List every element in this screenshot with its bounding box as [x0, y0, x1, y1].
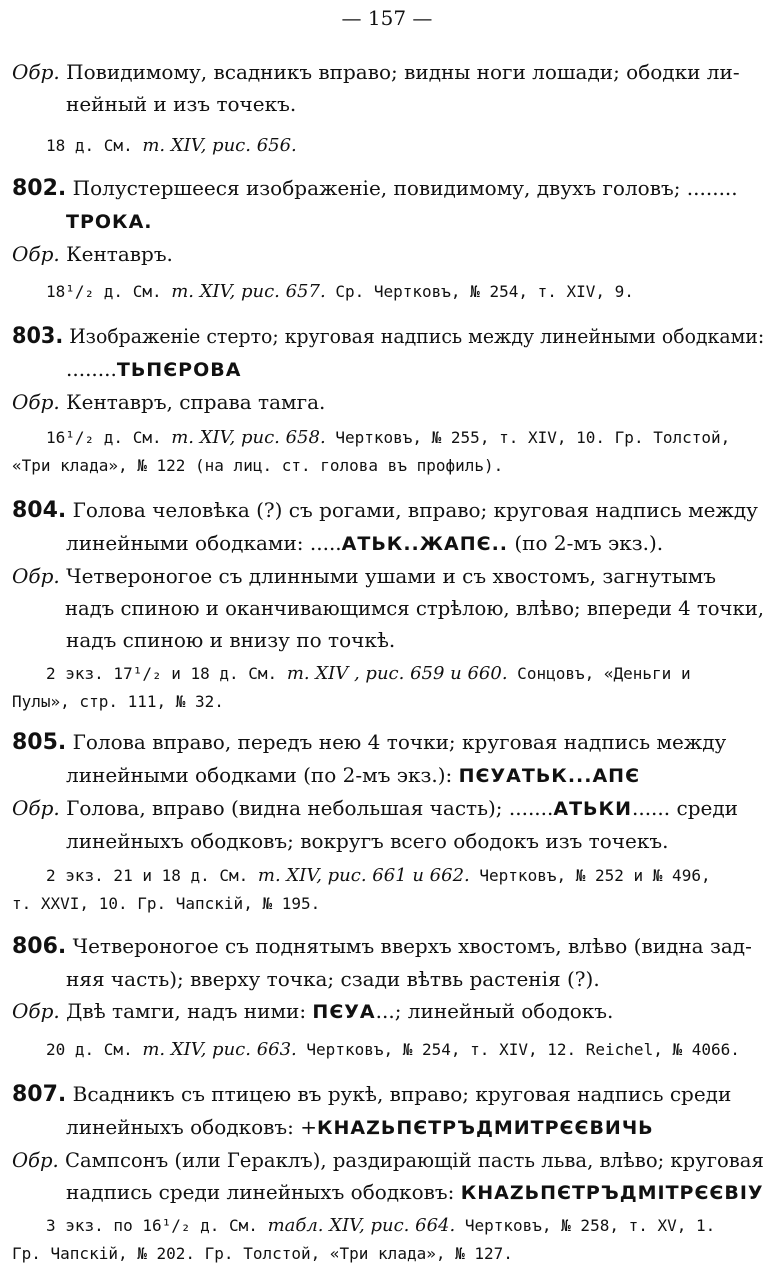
- ref-text: Чертковъ, № 254, т. XIV, 12. Reichel, № 4066.: [296, 1040, 740, 1059]
- entry-804-reference: [12, 660, 764, 716]
- ref-text: 2 экз. 17¹/₂ и 18 д. См.: [46, 664, 287, 683]
- ref-text: Пулы», стр. 111, № 32.: [12, 692, 224, 711]
- obverse-label: Обр.: [12, 999, 60, 1023]
- ref-text: 2 экз. 21 и 18 д. См.: [46, 866, 258, 885]
- entry-804: [12, 494, 764, 656]
- obverse-text: Сампсонъ (или Гераклъ), раздирающій пасть льва, влѣво; круговая: [58, 1148, 764, 1172]
- coin-legend: АТЬКИ: [553, 798, 632, 820]
- ref-text: Ср. Чертковъ, № 254, т. XIV, 9.: [325, 282, 634, 301]
- entry-text: линейными ободками: .....: [66, 531, 342, 555]
- entry-number: 803.: [12, 324, 64, 349]
- entry-text: линейныхъ ободковъ: +: [66, 1115, 317, 1139]
- obverse-label: Обр.: [12, 796, 60, 820]
- entry-text: Всадникъ съ птицею въ рукѣ, вправо; круговая надпись среди: [66, 1082, 732, 1106]
- entry-number: 804.: [12, 498, 67, 523]
- ref-text: Сонцовъ, «Деньги и: [507, 664, 691, 683]
- entry-807: [12, 1078, 764, 1209]
- coin-legend: ТРОКА.: [66, 211, 153, 233]
- ref-plate: т. XIV, рис. 663.: [142, 1039, 297, 1060]
- coin-legend: КНАΖЬПЄТРЪДМИТРЄЄВИЧЬ: [316, 1117, 654, 1139]
- obverse-text: нейный и изъ точекъ.: [66, 92, 297, 116]
- entry-number: 806.: [12, 934, 67, 959]
- obverse-text: Кентавръ.: [59, 242, 173, 266]
- obverse-text: надпись среди линейныхъ ободковъ:: [66, 1180, 461, 1204]
- ref-text: 3 экз. по 16¹/₂ д. См.: [46, 1216, 268, 1235]
- ref-plate: т. XIV, рис. 656.: [142, 135, 297, 156]
- obverse-label: Обр.: [12, 390, 60, 414]
- coin-legend: ПЄУАТЬК...АПЄ: [458, 765, 641, 787]
- entry-805: [12, 726, 764, 857]
- obverse-text: Повидимому, всадникъ вправо; видны ноги лошади; ободки ли-: [59, 60, 740, 84]
- ref-text: 20 д. См.: [46, 1040, 143, 1059]
- obverse-text: Четвероногое съ длинными ушами и съ хвостомъ, загнутымъ: [59, 564, 717, 588]
- obverse-label: Обр.: [12, 242, 60, 266]
- entry-text: (по 2-мъ экз.).: [508, 531, 664, 555]
- entry-802: [12, 172, 764, 270]
- ref-plate: табл. XIV, рис. 664.: [267, 1215, 456, 1236]
- entry-801-reference: [12, 132, 764, 160]
- entry-number: 807.: [12, 1082, 67, 1107]
- entry-text: Полустершееся изображеніе, повидимому, двухъ головъ; ........: [66, 176, 738, 200]
- obverse-text: ...... среди: [631, 796, 738, 820]
- obverse-text: Голова, вправо (видна небольшая часть); .......: [59, 796, 554, 820]
- obverse-text: надъ спиною и оканчивающимся стрѣлою, влѣво; впереди 4 точки,: [64, 596, 765, 620]
- entry-number: 802.: [12, 176, 67, 201]
- ref-text: т. XXVI, 10. Гр. Чапскій, № 195.: [12, 894, 321, 913]
- obverse-text: надъ спиною и внизу по точкѣ.: [66, 628, 396, 652]
- entry-text: Четвероногое съ поднятымъ вверхъ хвостомъ, влѣво (видна зад-: [66, 934, 752, 958]
- obverse-text: Кентавръ, справа тамга.: [59, 390, 326, 414]
- entry-806-reference: [12, 1036, 764, 1064]
- obverse-text: ...; линейный ободокъ.: [375, 999, 614, 1023]
- entry-text: Голова человѣка (?) съ рогами, вправо; круговая надпись между: [66, 498, 758, 522]
- ref-text: Чертковъ, № 252 и № 496,: [469, 866, 711, 885]
- ref-plate: т. XIV, рис. 657.: [171, 281, 326, 302]
- obverse-text: Двѣ тамги, надъ ними:: [59, 999, 313, 1023]
- ref-text: «Три клада», № 122 (на лиц. ст. голова въ профиль).: [12, 456, 504, 475]
- coin-legend: ТЬПЄРОВА: [116, 359, 242, 381]
- obverse-label: Обр.: [12, 1148, 59, 1172]
- entry-number: 805.: [12, 730, 67, 755]
- entry-text: Голова вправо, передъ нею 4 точки; круговая надпись между: [66, 730, 727, 754]
- ref-text: 18¹/₂ д. См.: [46, 282, 172, 301]
- obverse-label: Обр.: [12, 60, 60, 84]
- ref-text: 18 д. См.: [46, 136, 143, 155]
- entry-text: Изображеніе стерто; круговая надпись между линейными ободками:: [63, 324, 765, 348]
- entry-802-reference: [12, 278, 764, 306]
- entry-805-reference: [12, 862, 764, 918]
- entry-803-reference: [12, 424, 764, 480]
- coin-legend: КНАΖЬПЄТРЪДМІТРЄЄВІУ: [460, 1182, 764, 1204]
- page-number: — 157 —: [341, 6, 433, 30]
- obverse-label: Обр.: [12, 564, 60, 588]
- ref-plate: т. XIV, рис. 661 и 662.: [257, 865, 470, 886]
- ref-plate: т. XIV, рис. 658.: [171, 427, 326, 448]
- ref-text: Чертковъ, № 255, т. XIV, 10. Гр. Толстой,: [325, 428, 731, 447]
- entry-806: [12, 930, 764, 1028]
- ref-plate: т. XIV , рис. 659 и 660.: [286, 663, 508, 684]
- entry-801-obverse: [12, 56, 764, 120]
- entry-807-reference: [12, 1212, 764, 1268]
- ref-text: 16¹/₂ д. См.: [46, 428, 172, 447]
- entry-text: линейными ободками (по 2-мъ экз.):: [66, 763, 459, 787]
- ref-text: Гр. Чапскій, № 202. Гр. Толстой, «Три клада», № 127.: [12, 1244, 513, 1263]
- entry-803: [12, 320, 764, 418]
- entry-text: ........: [66, 357, 117, 381]
- coin-legend: АТЬК..ЖАПЄ..: [341, 533, 509, 555]
- entry-text: няя часть); вверху точка; сзади вѣтвь растенія (?).: [66, 967, 600, 991]
- obverse-text: линейныхъ ободковъ; вокругъ всего ободокъ изъ точекъ.: [66, 829, 669, 853]
- coin-legend: ПЄУА: [312, 1001, 376, 1023]
- ref-text: Чертковъ, № 258, т. XV, 1.: [455, 1216, 716, 1235]
